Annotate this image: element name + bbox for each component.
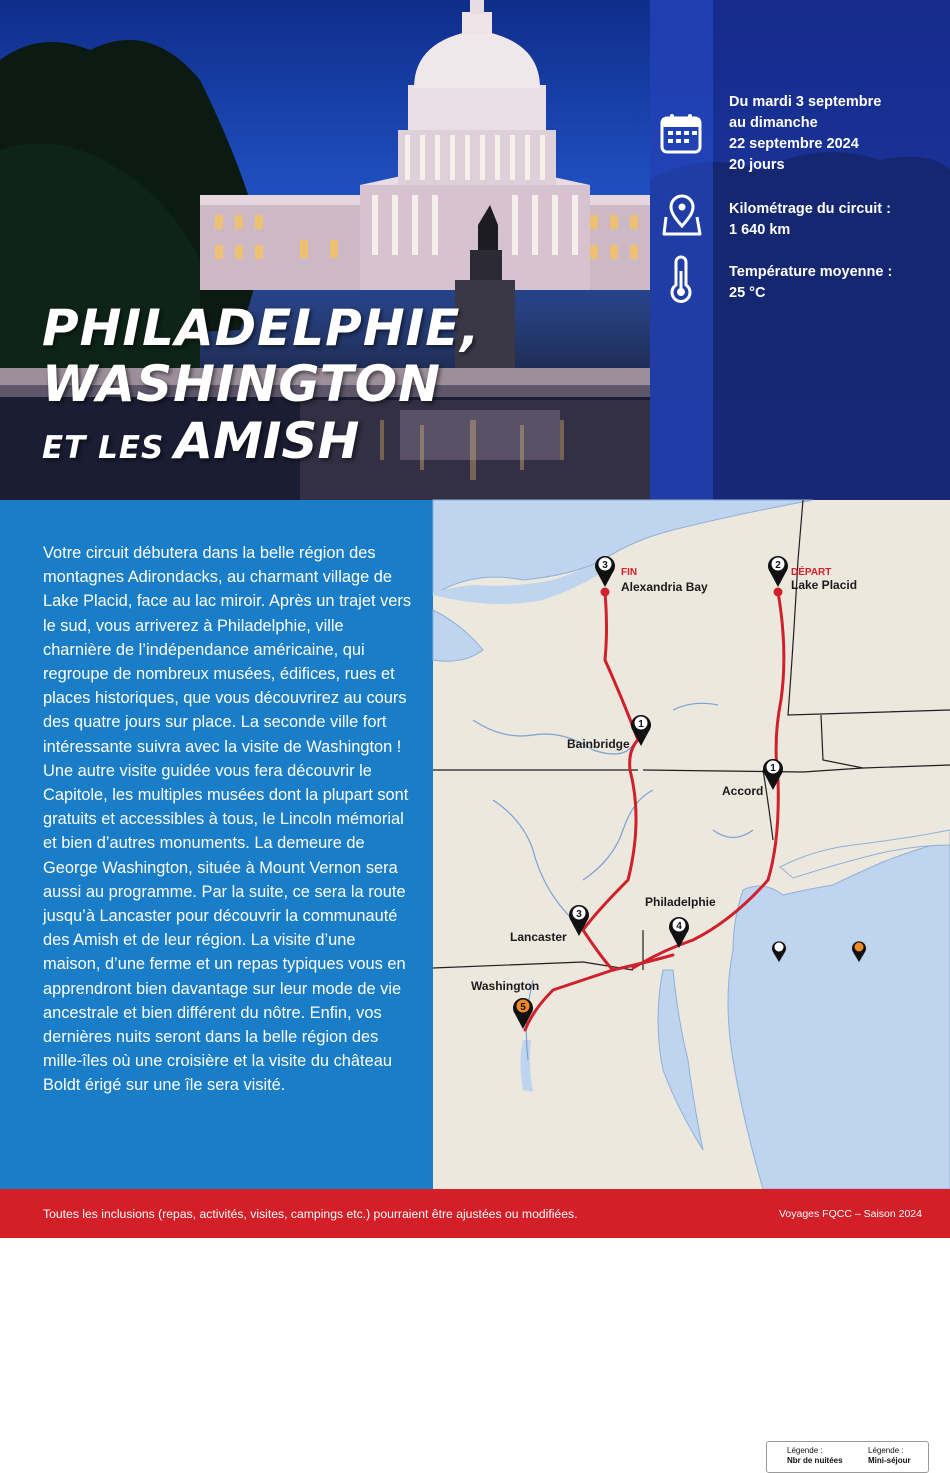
pin-washington[interactable] <box>513 998 533 1029</box>
city-lancaster[interactable]: Lancaster <box>510 930 567 944</box>
title-line-1: PHILADELPHIE, <box>42 299 481 357</box>
stop-count-alexandria-bay: 3 <box>602 560 608 571</box>
temperature-label: Température moyenne : <box>729 264 893 280</box>
legend-nights-title: Légende : <box>787 1446 823 1455</box>
title-line-3-main: AMISH <box>174 412 360 470</box>
description-panel <box>0 500 433 1189</box>
legend-mini-stay-label: Mini-séjour <box>868 1456 911 1465</box>
pin-lake-placid[interactable] <box>768 556 788 587</box>
route-map-graphic <box>433 500 950 1189</box>
distance-value: 1 640 km <box>729 222 791 238</box>
circuit-distance <box>729 199 891 241</box>
dates-line-3: 22 septembre 2024 <box>729 136 859 152</box>
trip-dates <box>729 92 881 176</box>
title-line-3 <box>42 412 480 477</box>
city-accord[interactable]: Accord <box>722 784 764 798</box>
legend-nights <box>787 1446 843 1466</box>
temperature-value: 25 °C <box>729 285 766 301</box>
trip-description: Votre circuit débutera dans la belle région des montagnes Adirondacks, au charmant village de Lake Placid, face au lac miroir. Après un trajet vers le sud, vous arriverez à Philadelphie, ville charnière de l’indépendance américaine, qui regroupe de nombreux musées, édifices, rues et places historiques, que vous découvrirez au cours des quatre jours sur place. La seconde ville fort intéressante suivra avec la visite de Washington ! Une autre visite guidée vous fera découvrir le Capitole, les multiples musées dont la plupart sont gratuits et accessibles à tous, le Lincoln mémorial et bien d’autres monuments. La demeure de George Washington, située à Mount Vernon sera aussi au programme. Par la suite, ce sera la route jusqu’à Lancaster pour découvrir la communauté des Amish et de leur région. La visite d’une maison, d’une ferme et un repas typiques vous en apprendront bien davantage sur leur mode de vie ancestrale et bien différent du nôtre. Enfin, vos dernières nuits seront dans la belle région des mille-îles où une croisière et la visite du château Boldt érigé sur une île sera visité. <box>43 544 412 1095</box>
pin-lancaster[interactable] <box>569 905 589 936</box>
legend-mini-stay <box>868 1446 911 1466</box>
page-title <box>42 300 480 477</box>
average-temperature <box>729 262 892 304</box>
page-footer <box>0 1189 950 1238</box>
city-bainbridge[interactable]: Bainbridge <box>567 737 630 751</box>
hero-banner <box>0 0 950 500</box>
map-legend <box>766 1441 929 1473</box>
footer-disclaimer: Toutes les inclusions (repas, activités, visites, campings etc.) pourraient être ajustées ou modifiées. <box>43 1207 578 1221</box>
stop-count-accord: 1 <box>770 763 776 774</box>
trip-info-panel <box>650 0 950 500</box>
city-alexandria-bay[interactable]: Alexandria Bay <box>621 580 708 594</box>
pin-alexandria-bay[interactable] <box>595 556 615 587</box>
info-icon-strip <box>650 0 713 500</box>
stop-count-bainbridge: 1 <box>638 719 644 730</box>
city-washington[interactable]: Washington <box>471 979 540 993</box>
pin-bainbridge[interactable] <box>631 715 651 746</box>
end-tag: FIN <box>621 567 638 578</box>
title-line-2: WASHINGTON <box>42 355 441 413</box>
calendar-icon <box>658 112 706 161</box>
footer-brand: Voyages FQCC – Saison 2024 <box>778 1208 922 1220</box>
legend-mini-stay-title: Légende : <box>868 1446 904 1455</box>
title-line-3-prefix: ET LES <box>42 430 165 466</box>
dates-line-1: Du mardi 3 septembre <box>729 94 882 110</box>
distance-label: Kilométrage du circuit : <box>729 201 891 217</box>
map-pin-icon <box>660 195 704 242</box>
legend-nights-label: Nbr de nuitées <box>787 1456 843 1465</box>
stop-count-washington: 5 <box>520 1002 526 1013</box>
stop-count-philadelphie: 4 <box>676 921 682 932</box>
stop-count-lancaster: 3 <box>576 909 582 920</box>
city-lake-placid[interactable]: Lake Placid <box>791 578 858 592</box>
thermometer-icon <box>666 257 696 308</box>
start-tag: DÉPART <box>791 567 832 578</box>
trip-duration: 20 jours <box>729 157 785 173</box>
city-philadelphie[interactable]: Philadelphie <box>645 895 716 909</box>
dates-line-2: au dimanche <box>729 115 818 131</box>
stop-count-lake-placid: 2 <box>775 560 781 571</box>
